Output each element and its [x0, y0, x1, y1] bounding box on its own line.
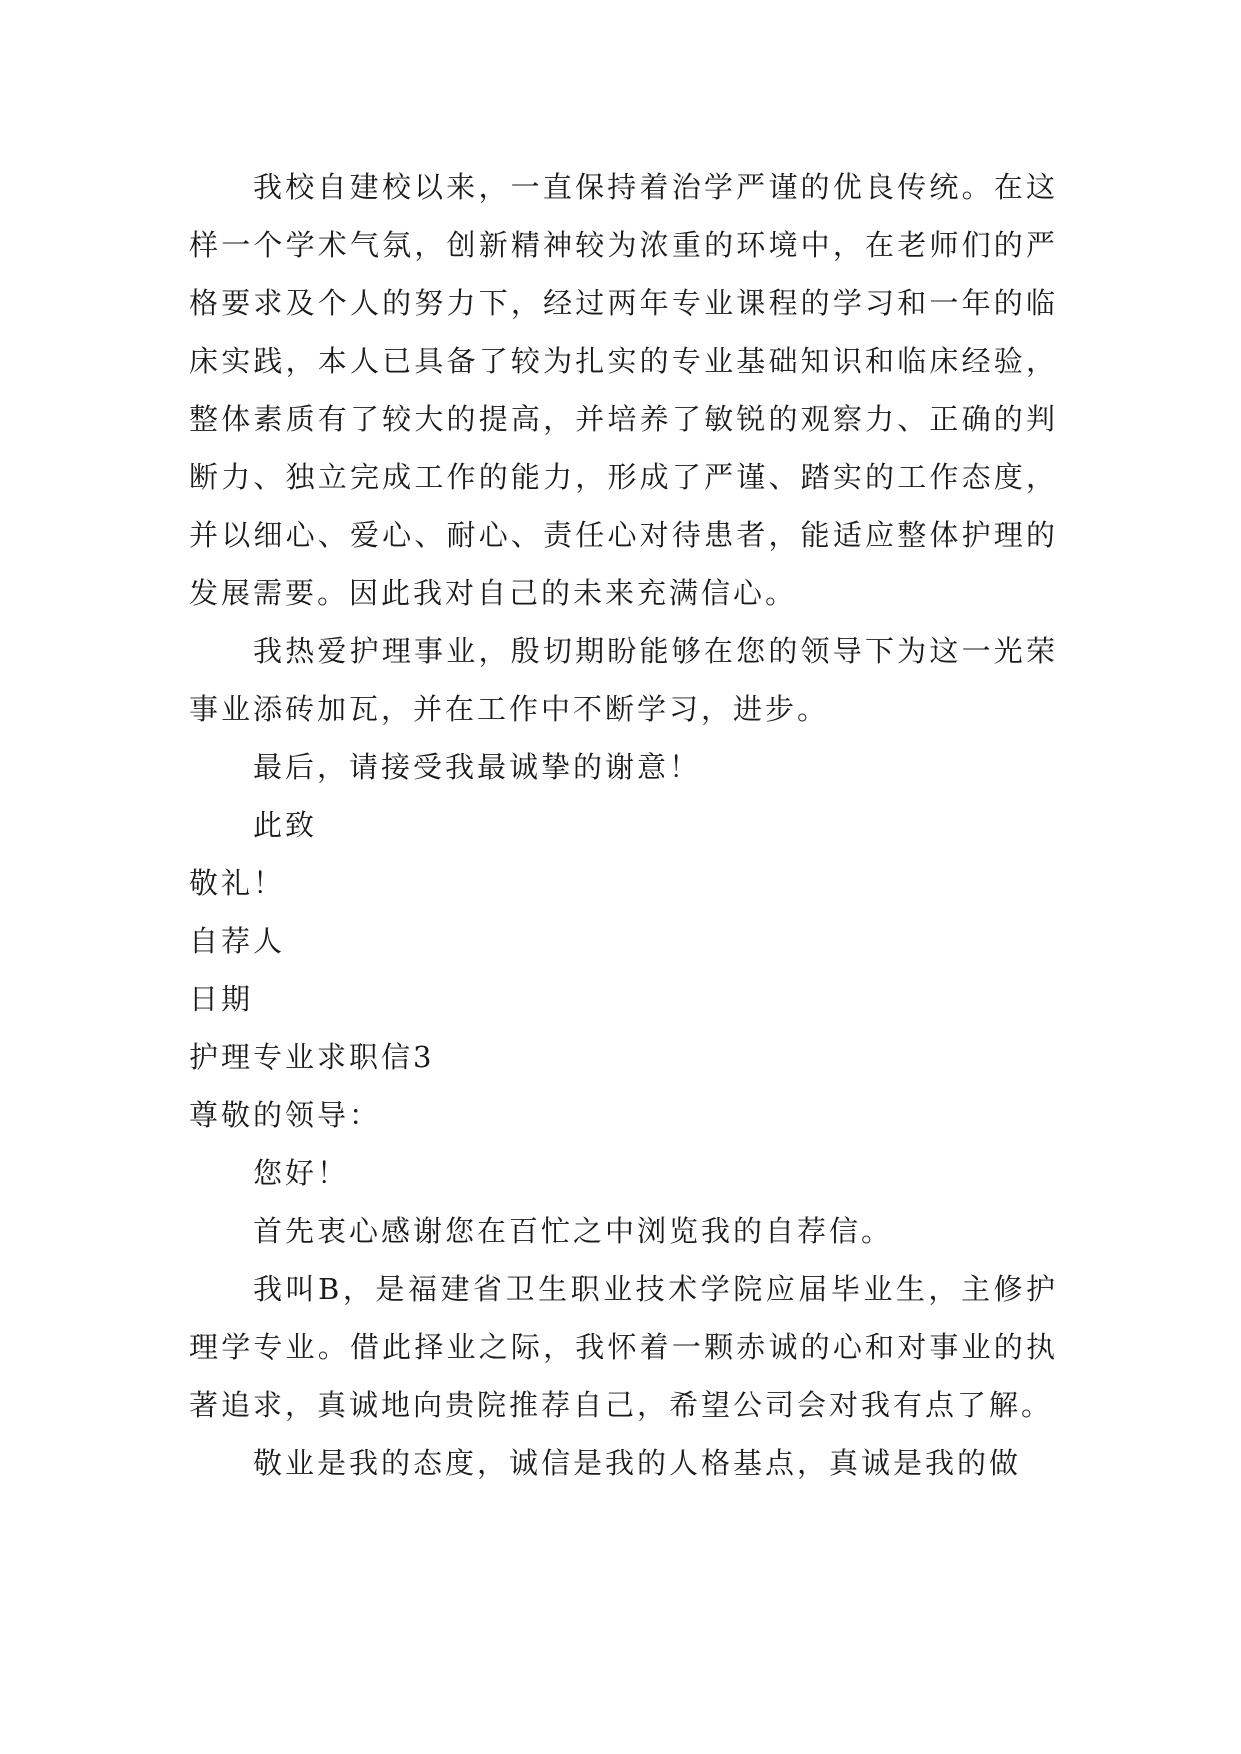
signature-date: 日期: [189, 982, 254, 1016]
greeting: 您好！: [253, 1156, 350, 1190]
signature-self-recommender: 自荐人: [189, 924, 286, 958]
paragraph-nursing-passion: 我热爱护理事业，殷切期盼能够在您的领导下为这一光荣事业添砖加瓦，并在工作中不断学习，进步。: [189, 634, 1058, 726]
paragraph-introduction: 我叫B，是福建省卫生职业技术学院应届毕业生，主修护理学专业。借此择业之际，我怀着一颗赤诚的心和对事业的执著追求，真诚地向贵院推荐自己，希望公司会对我有点了解。: [189, 1272, 1058, 1422]
letter-body: [189, 158, 1058, 1492]
paragraph-attitude: 敬业是我的态度，诚信是我的人格基点，真诚是我的做: [253, 1446, 1022, 1480]
paragraph-opening-thanks: 首先衷心感谢您在百忙之中浏览我的自荐信。: [253, 1214, 894, 1248]
paragraph-thanks: 最后，请接受我最诚挚的谢意！: [253, 750, 702, 784]
closing-cizhi: 此致: [253, 808, 318, 842]
letter-title: 护理专业求职信3: [189, 1040, 435, 1074]
paragraph-school-tradition: 我校自建校以来，一直保持着治学严谨的优良传统。在这样一个学术气氛，创新精神较为浓重的环境中，在老师们的严格要求及个人的努力下，经过两年专业课程的学习和一年的临床实践，本人已具备了较为扎实的专业基础知识和临床经验，整体素质有了较大的提高，并培养了敏锐的观察力、正确的判断力、独立完成工作的能力，形成了严谨、踏实的工作态度，并以细心、爱心、耐心、责任心对待患者，能适应整体护理的发展需要。因此我对自己的未来充满信心。: [189, 170, 1058, 610]
salutation: 尊敬的领导：: [189, 1098, 382, 1132]
closing-jingli: 敬礼！: [189, 866, 286, 900]
